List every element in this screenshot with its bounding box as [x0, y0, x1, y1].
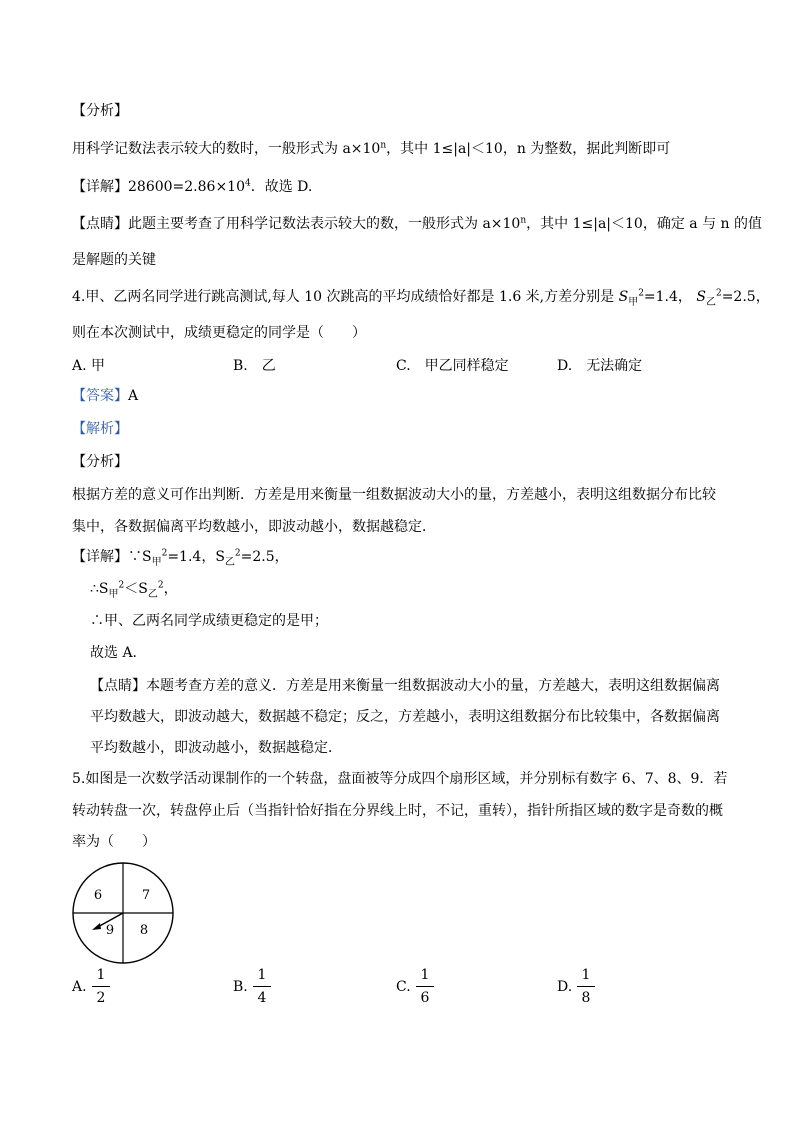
spinner-label-bottom-left: 9	[105, 923, 115, 938]
dianjing-q3-line2: 是解题的关键	[72, 252, 156, 268]
q5-stem-line3: 率为（ ）	[72, 834, 156, 850]
q4-xiangjie-line3: ∴甲、乙两名同学成绩更稳定的是甲；	[90, 613, 328, 629]
spinner-diagram	[70, 860, 180, 970]
q5-option-b-letter[interactable]: B.	[233, 979, 248, 995]
q5-option-a-fraction: 1 2	[92, 966, 110, 1007]
spinner-label-top-right: 7	[141, 888, 151, 903]
spinner-label-bottom-right: 8	[139, 923, 149, 938]
q5-stem-line1: 5.如图是一次数学活动课制作的一个转盘，盘面被等分成四个扇形区域，并分别标有数字 6、7、8、9．若	[72, 771, 728, 787]
q4-jiexi-heading: 【解析】	[72, 421, 128, 437]
q4-option-a[interactable]: A. 甲	[72, 358, 106, 374]
q4-option-d[interactable]: D. 无法确定	[557, 358, 643, 374]
q4-dianjing-line2: 平均数越大，即波动越大，数据越不稳定；反之，方差越小，表明这组数据分布比较集中，各数据偏离	[90, 709, 720, 725]
q4-dianjing-line3: 平均数越小，即波动越小，数据越稳定．	[90, 740, 342, 756]
q4-fenxi-line1: 根据方差的意义可作出判断．方差是用来衡量一组数据波动大小的量，方差越小，表明这组数据分布比较	[72, 487, 716, 503]
q4-stem-line2: 则在本次测试中，成绩更稳定的同学是（ ）	[72, 325, 366, 341]
q4-answer: 【答案】A	[72, 388, 139, 404]
q4-option-b[interactable]: B. 乙	[233, 358, 276, 374]
q4-xiangjie-line4: 故选 A.	[90, 645, 138, 661]
fenxi-heading: 【分析】	[72, 103, 128, 119]
q4-fenxi-line2: 集中，各数据偏离平均数越小，即波动越小，数据越稳定．	[72, 519, 436, 535]
fenxi-text-q3: 用科学记数法表示较大的数时，一般形式为 $a\times 10^n$，其中 1≤|a|＜10，n 为整数，据此判断即可	[72, 140, 671, 157]
dianjing-q3: 【点睛】此题主要考查了用科学记数法表示较大的数，一般形式为 $a\times 10^n$，其中 1≤|a|＜10，确定 a 与 n 的值	[72, 215, 762, 232]
xiangjie-q3: 【详解】$28600=2.86\times 10^4$．故选 D.	[72, 178, 313, 195]
q5-option-d-letter[interactable]: D.	[557, 979, 573, 995]
q5-option-c-fraction: 1 6	[416, 966, 434, 1007]
q5-option-c-letter[interactable]: C.	[396, 979, 411, 995]
q5-option-d-fraction: 1 8	[577, 966, 595, 1007]
q4-xiangjie-line1: 【详解】$\because S_甲^2=1.4$，$S_乙^2=2.5$，	[72, 548, 289, 568]
spinner-pointer-arrowhead	[92, 923, 101, 930]
q4-option-c[interactable]: C. 甲乙同样稳定	[396, 358, 509, 374]
q4-xiangjie-line2: $\therefore S_甲^2<S_乙^2$，	[90, 580, 178, 600]
q4-stem-line1: 4.甲、乙两名同学进行跳高测试,每人 10 次跳高的平均成绩恰好都是 1.6 米,方差分别是 $S_甲^2=1.4$， $S_乙^2=2.5$，	[72, 288, 770, 308]
q5-stem-line2: 转动转盘一次，转盘停止后（当指针恰好指在分界线上时，不记，重转），指针所指区域的数字是奇数的概	[72, 803, 723, 819]
q4-fenxi-heading: 【分析】	[72, 454, 128, 470]
spinner-label-top-left: 6	[93, 888, 103, 903]
q5-option-a-letter[interactable]: A.	[72, 979, 87, 995]
q4-dianjing-line1: 【点睛】本题考查方差的意义．方差是用来衡量一组数据波动大小的量，方差越大，表明这组数据偏离	[90, 678, 720, 694]
q5-option-b-fraction: 1 4	[253, 966, 271, 1007]
